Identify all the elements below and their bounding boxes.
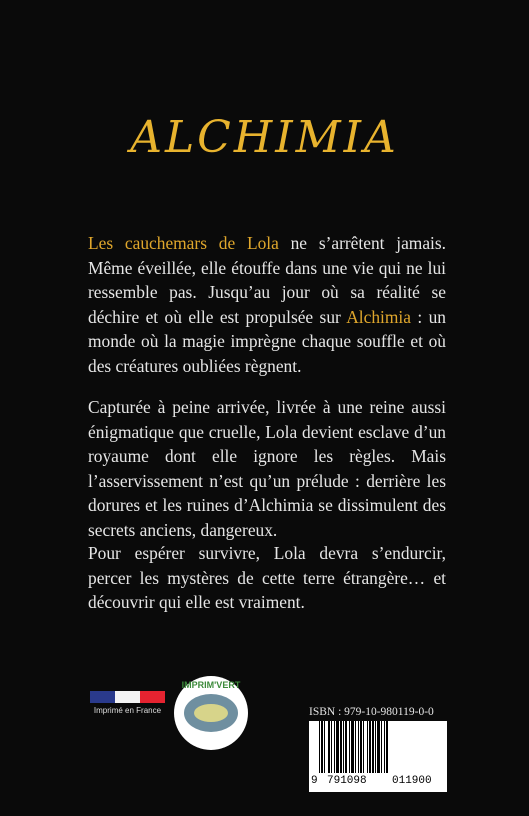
blurb-paragraph-2: Capturée à peine arrivée, livrée à une reine aussi énigmatique que cruelle, Lola devient esclave d’un royaume dont elle ignore les règles. Mais l’asservissement n’est qu’un prélude : derrière les dorures et les ruines d’Alchimia se dissimulent des secrets anciens, dangereux. (88, 397, 446, 540)
french-flag-icon (90, 691, 165, 703)
blurb-text-1b: : un monde où la magie imprègne chaque souffle et où des créatures oubliées règnent. (88, 306, 446, 376)
barcode-bars (309, 721, 447, 773)
blurb-paragraph-3: Pour espérer survivre, Lola devra s’endurcir, percer les mystères de cette terre étrangère… et découvrir qui elle est vraiment. (88, 543, 446, 612)
barcode-right-group: 011900 (392, 775, 432, 787)
highlight-alchimia: Alchimia (346, 306, 411, 327)
barcode-first-digit: 9 (311, 775, 318, 787)
book-title: ALCHIMIA (130, 112, 399, 163)
blurb-text-1a: ne s’arrêtent jamais. Même éveillée, elle étouffe dans une vie qui ne lui ressemble pas. Jusqu’au jour où sa réalité se déchire et où elle est propulsée sur (88, 233, 446, 327)
printed-in-france-label: Imprimé en France (93, 706, 162, 715)
logo-landscape-center (194, 704, 228, 722)
logo-text: IMPRIM'VERT (181, 680, 241, 690)
barcode-left-group: 791098 (327, 775, 367, 787)
imprim-vert-logo (174, 676, 248, 750)
isbn-label: ISBN : 979-10-980119-0-0 (309, 706, 434, 718)
isbn-barcode (309, 721, 447, 792)
highlight-nightmares: Les cauchemars de Lola (88, 233, 279, 253)
blurb-paragraph-1 (88, 231, 446, 378)
